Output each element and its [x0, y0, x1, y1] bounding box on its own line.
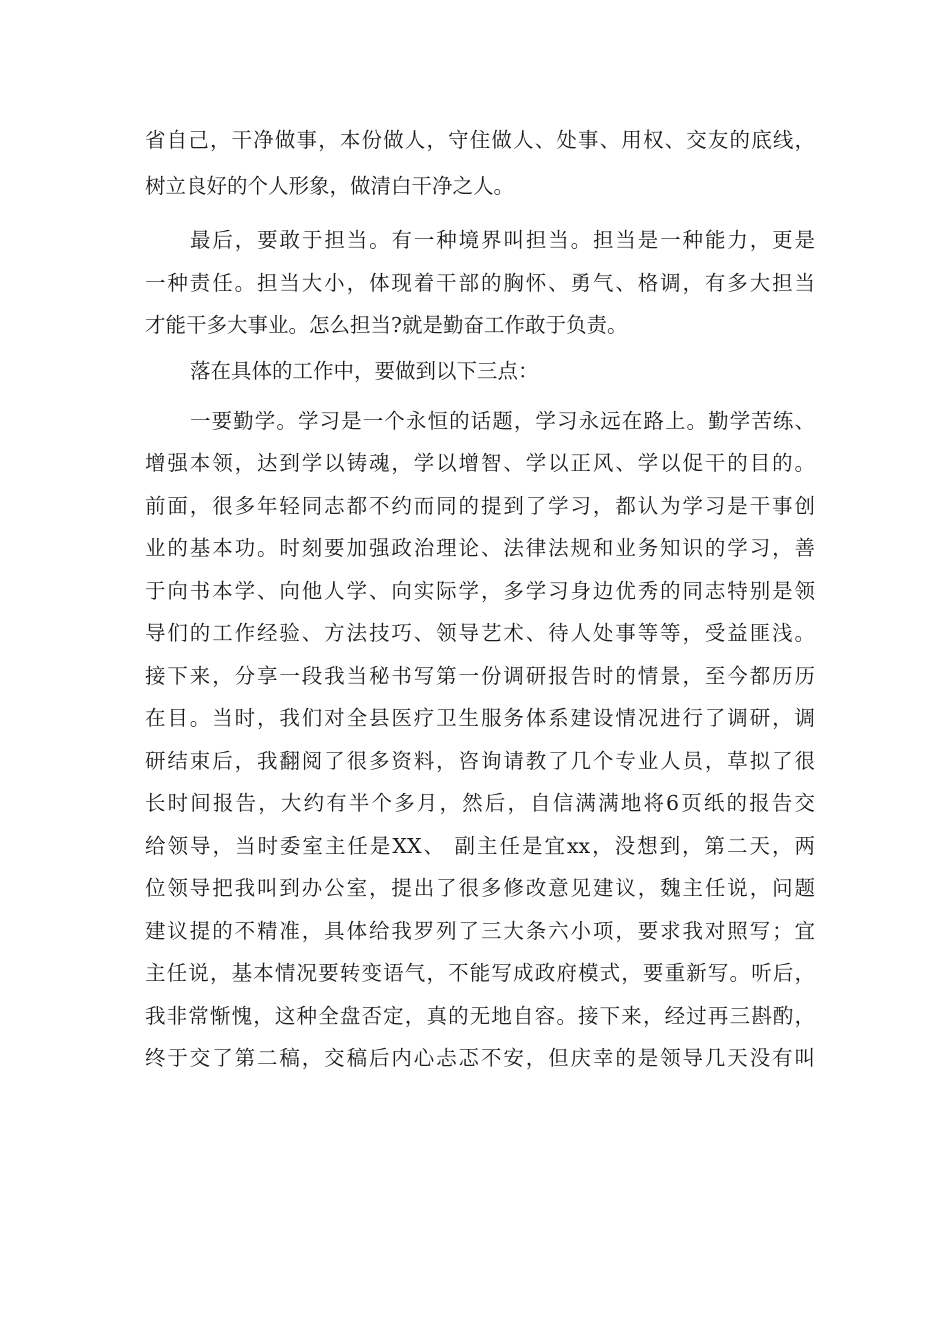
text-line: 在目。当时，我们对全县医疗卫生服务体系建设情况进行了调研，调	[145, 706, 815, 730]
text-line: 最后，要敢于担当。有一种境界叫担当。担当是一种能力，更是	[190, 228, 815, 252]
text-line: 省自己，干净做事，本份做人，守住做人、处事、用权、交友的底线，	[145, 128, 815, 152]
text-line: 落在具体的工作中，要做到以下三点：	[190, 359, 539, 383]
text-line: 导们的工作经验、方法技巧、领导艺术、待人处事等等，受益匪浅。	[145, 621, 815, 645]
text-line: 研结束后，我翻阅了很多资料，咨询请教了几个专业人员，草拟了很	[145, 749, 815, 773]
text-line: 建议提的不精准，具体给我罗列了三大条六小项，要求我对照写；宜	[145, 919, 815, 943]
text-line: 位领导把我叫到办公室，提出了很多修改意见建议，魏主任说，问题	[145, 876, 815, 900]
text-line: 我非常惭愧，这种全盘否定，真的无地自容。接下来，经过再三斟酌，	[145, 1004, 815, 1028]
text-line: 给领导，当时委室主任是XX、 副主任是宜xx，没想到，第二天，两	[145, 834, 815, 858]
text-line: 接下来，分享一段我当秘书写第一份调研报告时的情景，至今都历历	[145, 664, 815, 688]
text-line: 增强本领，达到学以铸魂，学以增智、学以正风、学以促干的目的。	[145, 451, 815, 475]
text-line: 一要勤学。学习是一个永恒的话题，学习永远在路上。勤学苦练、	[190, 409, 815, 433]
text-line: 前面，很多年轻同志都不约而同的提到了学习，都认为学习是干事创	[145, 494, 815, 518]
text-line: 一种责任。担当大小，体现着干部的胸怀、勇气、格调，有多大担当	[145, 271, 815, 295]
text-line: 业的基本功。时刻要加强政治理论、法律法规和业务知识的学习，善	[145, 536, 815, 560]
text-line: 才能干多大事业。怎么担当?就是勤奋工作敢于负责。	[145, 313, 628, 337]
text-line: 树立良好的个人形象，做清白干净之人。	[145, 174, 514, 198]
text-line: 于向书本学、向他人学、向实际学，多学习身边优秀的同志特别是领	[145, 579, 815, 603]
text-line: 长时间报告，大约有半个多月，然后，自信满满地将6页纸的报告交	[145, 791, 815, 815]
text-line: 主任说，基本情况要转变语气，不能写成政府模式，要重新写。听后，	[145, 961, 815, 985]
text-line: 终于交了第二稿，交稿后内心忐忑不安，但庆幸的是领导几天没有叫	[145, 1046, 815, 1070]
